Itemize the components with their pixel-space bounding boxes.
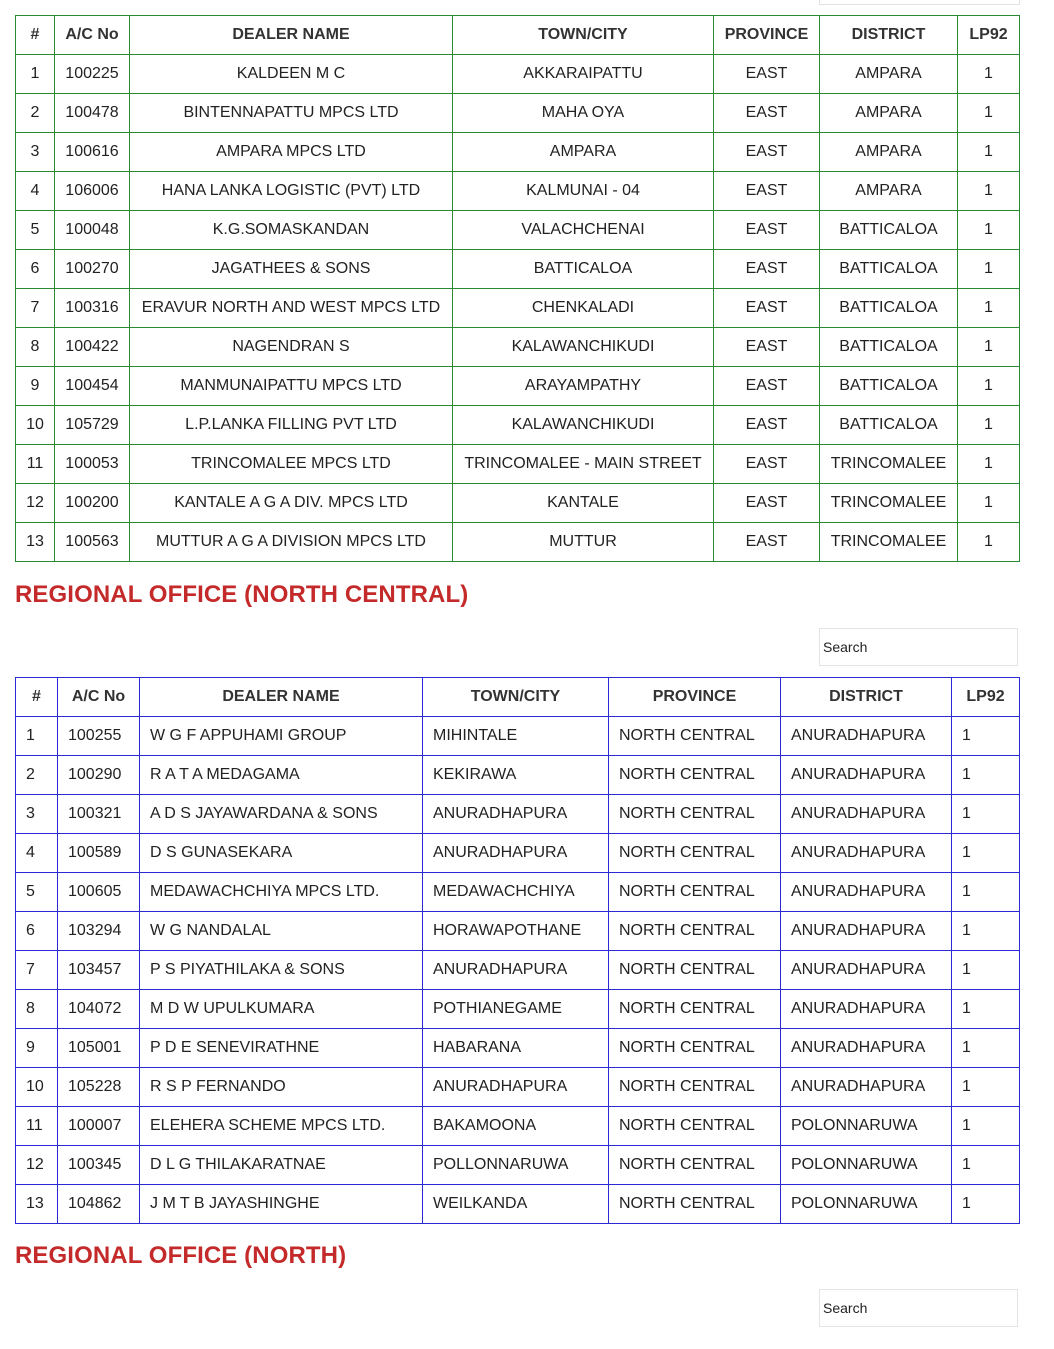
cell-dealer-name: MEDAWACHCHIYA MPCS LTD. [140,873,423,912]
cell-province: NORTH CENTRAL [609,990,781,1029]
cell-province: EAST [714,289,820,328]
cell-dealer-name: M D W UPULKUMARA [140,990,423,1029]
cell-town-city: AKKARAIPATTU [453,55,714,94]
cell-lp92: 1 [958,289,1020,328]
cell-town-city: ARAYAMPATHY [453,367,714,406]
cell-district: BATTICALOA [820,250,958,289]
cell-province: NORTH CENTRAL [609,912,781,951]
cell-lp92: 1 [958,55,1020,94]
table-row [16,133,1020,172]
cell-account-no: 100255 [58,717,140,756]
cell-province: EAST [714,55,820,94]
cell-index: 9 [16,1029,58,1068]
cell-account-no: 100053 [55,445,130,484]
col-header-district[interactable]: DISTRICT [781,678,952,717]
cell-province: EAST [714,484,820,523]
cell-lp92: 1 [958,172,1020,211]
cell-account-no: 100048 [55,211,130,250]
table-row [16,834,1020,873]
cell-district: TRINCOMALEE [820,445,958,484]
col-header-province[interactable]: PROVINCE [609,678,781,717]
cell-dealer-name: HANA LANKA LOGISTIC (PVT) LTD [130,172,453,211]
col-header-town-city[interactable]: TOWN/CITY [423,678,609,717]
search-box-north [819,1289,1018,1327]
cell-account-no: 100605 [58,873,140,912]
cell-dealer-name: A D S JAYAWARDANA & SONS [140,795,423,834]
cell-province: NORTH CENTRAL [609,873,781,912]
cell-district: BATTICALOA [820,406,958,445]
cell-district: POLONNARUWA [781,1107,952,1146]
cell-index: 2 [16,756,58,795]
cell-index: 4 [16,834,58,873]
cell-dealer-name: W G F APPUHAMI GROUP [140,717,423,756]
cell-town-city: KALMUNAI - 04 [453,172,714,211]
table-row [16,406,1020,445]
cell-district: AMPARA [820,133,958,172]
cell-index: 6 [16,250,55,289]
cell-dealer-name: L.P.LANKA FILLING PVT LTD [130,406,453,445]
table-header-row [16,16,1020,55]
cell-district: ANURADHAPURA [781,990,952,1029]
cell-town-city: HABARANA [423,1029,609,1068]
table-row [16,912,1020,951]
table-row [16,211,1020,250]
table-row [16,1146,1020,1185]
cell-province: EAST [714,133,820,172]
cell-account-no: 100563 [55,523,130,562]
cell-account-no: 100422 [55,328,130,367]
cell-index: 12 [16,1146,58,1185]
cell-district: BATTICALOA [820,289,958,328]
cell-town-city: TRINCOMALEE - MAIN STREET [453,445,714,484]
cell-index: 9 [16,367,55,406]
cell-lp92: 1 [958,94,1020,133]
cell-town-city: HORAWAPOTHANE [423,912,609,951]
cell-dealer-name: AMPARA MPCS LTD [130,133,453,172]
col-header-lp92[interactable]: LP92 [952,678,1020,717]
cell-province: EAST [714,94,820,133]
cell-index: 5 [16,211,55,250]
cell-index: 7 [16,951,58,990]
cell-district: ANURADHAPURA [781,912,952,951]
cell-dealer-name: JAGATHEES & SONS [130,250,453,289]
cell-lp92: 1 [952,756,1020,795]
cell-dealer-name: W G NANDALAL [140,912,423,951]
search-input-edge[interactable] [819,0,1020,5]
cell-account-no: 105729 [55,406,130,445]
cell-province: EAST [714,523,820,562]
section-title-north-central: REGIONAL OFFICE (NORTH CENTRAL) [15,581,469,608]
cell-town-city: VALACHCHENAI [453,211,714,250]
cell-account-no: 100589 [58,834,140,873]
cell-province: EAST [714,328,820,367]
cell-town-city: BATTICALOA [453,250,714,289]
cell-dealer-name: P D E SENEVIRATHNE [140,1029,423,1068]
cell-district: POLONNARUWA [781,1185,952,1224]
cell-account-no: 105001 [58,1029,140,1068]
cell-lp92: 1 [958,211,1020,250]
cell-dealer-name: P S PIYATHILAKA & SONS [140,951,423,990]
east-dealer-table-container [15,15,1019,562]
cell-index: 6 [16,912,58,951]
table-row [16,951,1020,990]
cell-town-city: WEILKANDA [423,1185,609,1224]
cell-lp92: 1 [952,912,1020,951]
cell-dealer-name: ELEHERA SCHEME MPCS LTD. [140,1107,423,1146]
cell-province: EAST [714,250,820,289]
table-row [16,1107,1020,1146]
cell-lp92: 1 [958,250,1020,289]
cell-index: 11 [16,1107,58,1146]
table-row [16,523,1020,562]
cell-dealer-name: R S P FERNANDO [140,1068,423,1107]
table-row [16,873,1020,912]
table-row [16,795,1020,834]
cell-index: 13 [16,523,55,562]
cell-index: 3 [16,795,58,834]
cell-province: EAST [714,445,820,484]
cell-index: 4 [16,172,55,211]
cell-index: 10 [16,406,55,445]
cell-lp92: 1 [958,133,1020,172]
cell-town-city: KALAWANCHIKUDI [453,406,714,445]
cell-dealer-name: MANMUNAIPATTU MPCS LTD [130,367,453,406]
cell-town-city: ANURADHAPURA [423,834,609,873]
cell-province: NORTH CENTRAL [609,951,781,990]
cell-lp92: 1 [958,484,1020,523]
cell-town-city: MIHINTALE [423,717,609,756]
cell-district: ANURADHAPURA [781,951,952,990]
search-input-north-central[interactable] [820,629,1017,665]
col-header-dealer-name[interactable]: DEALER NAME [140,678,423,717]
cell-lp92: 1 [952,1029,1020,1068]
cell-index: 5 [16,873,58,912]
cell-lp92: 1 [958,367,1020,406]
cell-province: NORTH CENTRAL [609,1185,781,1224]
cell-district: BATTICALOA [820,328,958,367]
table-row [16,756,1020,795]
table-header-row [16,678,1020,717]
cell-dealer-name: K.G.SOMASKANDAN [130,211,453,250]
cell-index: 1 [16,717,58,756]
cell-account-no: 100616 [55,133,130,172]
table-row [16,328,1020,367]
cell-dealer-name: D L G THILAKARATNAE [140,1146,423,1185]
search-box-north-central [819,628,1018,666]
cell-town-city: ANURADHAPURA [423,951,609,990]
cell-account-no: 104072 [58,990,140,1029]
table-row [16,1029,1020,1068]
cell-account-no: 103294 [58,912,140,951]
table-row [16,445,1020,484]
cell-district: POLONNARUWA [781,1146,952,1185]
table-row [16,94,1020,133]
cell-town-city: BAKAMOONA [423,1107,609,1146]
table-row [16,990,1020,1029]
col-header-dealer-name[interactable]: DEALER NAME [130,16,453,55]
cell-province: EAST [714,406,820,445]
cell-lp92: 1 [958,445,1020,484]
cell-town-city: ANURADHAPURA [423,795,609,834]
cell-lp92: 1 [952,1185,1020,1224]
cell-account-no: 105228 [58,1068,140,1107]
section-title-north: REGIONAL OFFICE (NORTH) [15,1242,347,1269]
cell-dealer-name: ERAVUR NORTH AND WEST MPCS LTD [130,289,453,328]
cell-town-city: MAHA OYA [453,94,714,133]
cell-district: TRINCOMALEE [820,523,958,562]
east-table-body [16,55,1020,562]
cell-district: ANURADHAPURA [781,756,952,795]
cell-district: ANURADHAPURA [781,834,952,873]
cell-dealer-name: KANTALE A G A DIV. MPCS LTD [130,484,453,523]
cell-dealer-name: NAGENDRAN S [130,328,453,367]
table-row [16,55,1020,94]
cell-province: NORTH CENTRAL [609,1068,781,1107]
cell-district: ANURADHAPURA [781,873,952,912]
cell-lp92: 1 [952,834,1020,873]
north-central-dealer-table [15,677,1020,1224]
cell-account-no: 103457 [58,951,140,990]
cell-index: 3 [16,133,55,172]
cell-dealer-name: MUTTUR A G A DIVISION MPCS LTD [130,523,453,562]
cell-lp92: 1 [958,523,1020,562]
cell-lp92: 1 [952,951,1020,990]
cell-account-no: 104862 [58,1185,140,1224]
col-header-account-no[interactable]: A/C No [55,16,130,55]
cell-lp92: 1 [952,1107,1020,1146]
col-header-index[interactable]: # [16,678,58,717]
cell-index: 13 [16,1185,58,1224]
cell-lp92: 1 [958,406,1020,445]
cell-account-no: 100270 [55,250,130,289]
table-row [16,250,1020,289]
cell-district: BATTICALOA [820,367,958,406]
col-header-index[interactable]: # [16,16,55,55]
cell-index: 8 [16,328,55,367]
search-input-north[interactable] [820,1290,1017,1326]
cell-dealer-name: J M T B JAYASHINGHE [140,1185,423,1224]
cell-province: EAST [714,172,820,211]
cell-province: NORTH CENTRAL [609,756,781,795]
cell-account-no: 106006 [55,172,130,211]
cell-town-city: CHENKALADI [453,289,714,328]
cell-town-city: MEDAWACHCHIYA [423,873,609,912]
cell-account-no: 100007 [58,1107,140,1146]
cell-account-no: 100290 [58,756,140,795]
cell-district: AMPARA [820,55,958,94]
cell-dealer-name: BINTENNAPATTU MPCS LTD [130,94,453,133]
cell-dealer-name: D S GUNASEKARA [140,834,423,873]
cell-lp92: 1 [958,328,1020,367]
cell-district: ANURADHAPURA [781,1068,952,1107]
col-header-account-no[interactable]: A/C No [58,678,140,717]
cell-district: TRINCOMALEE [820,484,958,523]
cell-account-no: 100316 [55,289,130,328]
cell-account-no: 100478 [55,94,130,133]
table-row [16,717,1020,756]
cell-town-city: POTHIANEGAME [423,990,609,1029]
cell-district: AMPARA [820,172,958,211]
cell-district: BATTICALOA [820,211,958,250]
east-dealer-table [15,15,1020,562]
cell-district: ANURADHAPURA [781,717,952,756]
cell-lp92: 1 [952,873,1020,912]
cell-province: EAST [714,367,820,406]
table-row [16,1068,1020,1107]
table-row [16,172,1020,211]
cell-dealer-name: KALDEEN M C [130,55,453,94]
cell-index: 7 [16,289,55,328]
cell-town-city: KALAWANCHIKUDI [453,328,714,367]
north-central-table-body [16,717,1020,1224]
cell-index: 10 [16,1068,58,1107]
cell-lp92: 1 [952,795,1020,834]
cell-index: 12 [16,484,55,523]
table-row [16,484,1020,523]
cell-town-city: KANTALE [453,484,714,523]
cell-town-city: AMPARA [453,133,714,172]
cell-account-no: 100225 [55,55,130,94]
cell-index: 1 [16,55,55,94]
col-header-province[interactable]: PROVINCE [714,16,820,55]
cell-province: NORTH CENTRAL [609,1146,781,1185]
cell-lp92: 1 [952,990,1020,1029]
cell-account-no: 100454 [55,367,130,406]
cell-province: NORTH CENTRAL [609,1029,781,1068]
cell-account-no: 100200 [55,484,130,523]
col-header-district[interactable]: DISTRICT [820,16,958,55]
cell-town-city: KEKIRAWA [423,756,609,795]
table-row [16,1185,1020,1224]
cell-lp92: 1 [952,717,1020,756]
cell-lp92: 1 [952,1068,1020,1107]
col-header-town-city[interactable]: TOWN/CITY [453,16,714,55]
cell-index: 2 [16,94,55,133]
cell-account-no: 100321 [58,795,140,834]
table-row [16,367,1020,406]
cell-dealer-name: TRINCOMALEE MPCS LTD [130,445,453,484]
cell-index: 11 [16,445,55,484]
cell-province: NORTH CENTRAL [609,795,781,834]
cell-province: NORTH CENTRAL [609,717,781,756]
cell-town-city: ANURADHAPURA [423,1068,609,1107]
cell-district: ANURADHAPURA [781,1029,952,1068]
cell-town-city: POLLONNARUWA [423,1146,609,1185]
table-row [16,289,1020,328]
cell-account-no: 100345 [58,1146,140,1185]
north-central-dealer-table-container [15,677,1019,1224]
cell-district: ANURADHAPURA [781,795,952,834]
cell-lp92: 1 [952,1146,1020,1185]
cell-province: NORTH CENTRAL [609,1107,781,1146]
cell-town-city: MUTTUR [453,523,714,562]
cell-index: 8 [16,990,58,1029]
cell-province: EAST [714,211,820,250]
cell-province: NORTH CENTRAL [609,834,781,873]
cell-district: AMPARA [820,94,958,133]
col-header-lp92[interactable]: LP92 [958,16,1020,55]
cell-dealer-name: R A T A MEDAGAMA [140,756,423,795]
